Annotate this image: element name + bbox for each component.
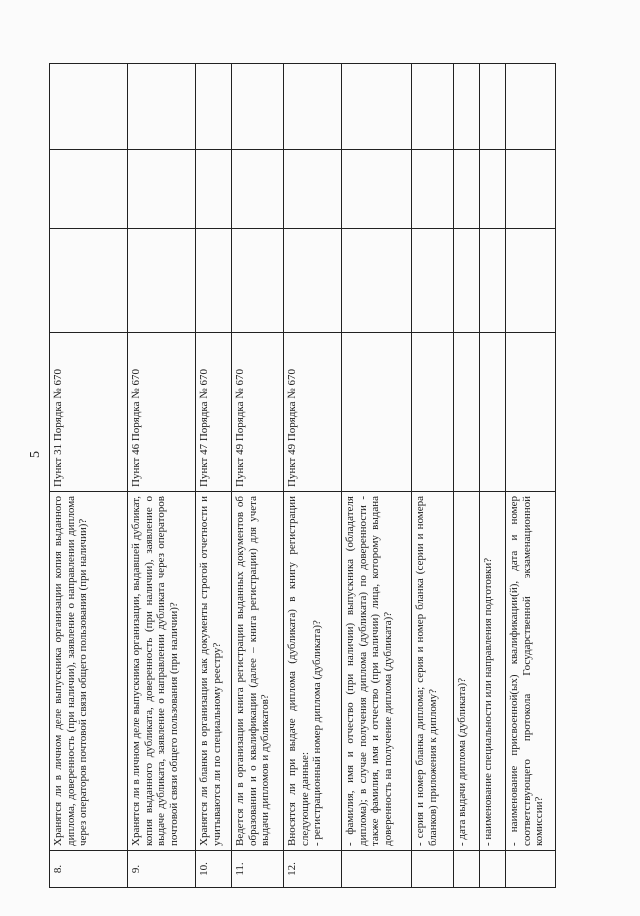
reference-cell — [480, 333, 506, 492]
notes-cell — [412, 64, 454, 150]
row-number — [506, 851, 556, 888]
table-row — [412, 64, 454, 888]
question-cell: - серия и номер бланка диплома; серия и номер бланка (серии и номера бланков) приложения к диплому? — [412, 492, 454, 851]
notes-cell — [454, 64, 480, 150]
answer-cell — [412, 150, 454, 229]
reference-cell: Пункт 47 Порядка № 670 — [196, 333, 232, 492]
table-row — [284, 64, 342, 888]
notes-cell — [480, 64, 506, 150]
answer-cell — [50, 229, 128, 333]
answer-cell — [480, 229, 506, 333]
question-cell: Хранятся ли бланки в организации как документы строгой отчетности и учитываются ли по специальному реестру? — [196, 492, 232, 851]
answer-cell — [454, 229, 480, 333]
question-cell: Хранятся ли в личном деле выпускника организации копия выданного диплома, доверенность (при наличии), заявление о направлении диплома через операторов почтовой связи общего пользования (при наличии)? — [50, 492, 128, 851]
answer-cell — [128, 229, 196, 333]
answer-cell — [196, 229, 232, 333]
table-row — [506, 64, 556, 888]
answer-cell — [50, 150, 128, 229]
notes-cell — [342, 64, 412, 150]
notes-cell — [506, 64, 556, 150]
notes-cell — [128, 64, 196, 150]
answer-cell — [454, 150, 480, 229]
question-cell: Ведется ли в организации книга регистрации выданных документов об образовании и о квалификации (далее – книга регистрации) для учета выдачи дипломов и дубликатов? — [232, 492, 284, 851]
row-number — [412, 851, 454, 888]
checklist-table — [49, 63, 556, 888]
notes-cell — [196, 64, 232, 150]
answer-cell — [480, 150, 506, 229]
notes-cell — [284, 64, 342, 150]
reference-cell: Пункт 31 Порядка № 670 — [50, 333, 128, 492]
row-number — [480, 851, 506, 888]
table-row — [454, 64, 480, 888]
answer-cell — [128, 150, 196, 229]
notes-cell — [232, 64, 284, 150]
question-cell: - наименование специальности или направления подготовки? — [480, 492, 506, 851]
answer-cell — [342, 150, 412, 229]
question-cell: - дата выдачи диплома (дубликата)? — [454, 492, 480, 851]
row-number: 11. — [232, 851, 284, 888]
row-number — [454, 851, 480, 888]
table-row — [128, 64, 196, 888]
row-number: 8. — [50, 851, 128, 888]
answer-cell — [232, 229, 284, 333]
table-row — [480, 64, 506, 888]
reference-cell: Пункт 46 Порядка № 670 — [128, 333, 196, 492]
reference-cell: Пункт 49 Порядка № 670 — [284, 333, 342, 492]
reference-cell — [454, 333, 480, 492]
answer-cell — [284, 229, 342, 333]
answer-cell — [412, 229, 454, 333]
answer-cell — [506, 150, 556, 229]
notes-cell — [50, 64, 128, 150]
page-number: 5 — [28, 451, 43, 458]
answer-cell — [284, 150, 342, 229]
answer-cell — [232, 150, 284, 229]
row-number: 10. — [196, 851, 232, 888]
reference-cell — [342, 333, 412, 492]
question-cell: - наименование присвоенной(ых) квалификации(й), дата и номер соответствующего протокола Государственной экзаменационной комиссии? — [506, 492, 556, 851]
table-row — [196, 64, 232, 888]
checklist-table-rotated — [49, 63, 556, 888]
question-cell: Хранятся ли в личном деле выпускника организации, выдавшей дубликат, копия выданного дубликата, доверенность (при наличии), заявление о выдаче дубликата, заявление о направлении дубликата через операторов почтовой связи общего пользования (при наличии)? — [128, 492, 196, 851]
table-row — [50, 64, 128, 888]
reference-cell — [412, 333, 454, 492]
row-number — [342, 851, 412, 888]
answer-cell — [342, 229, 412, 333]
table-row — [342, 64, 412, 888]
table-row — [232, 64, 284, 888]
answer-cell — [506, 229, 556, 333]
question-cell: Вносятся ли при выдаче диплома (дубликата) в книгу регистрации следующие данные: - регистрационный номер диплома (дубликата)? — [284, 492, 342, 851]
reference-cell — [506, 333, 556, 492]
question-cell: - фамилия, имя и отчество (при наличии) выпускника (обладателя диплома); в случае получения диплома (дубликата) по доверенности - также фамилия, имя и отчество (при наличии) лица, которому выдана доверенность на получение диплома (дубликата)? — [342, 492, 412, 851]
answer-cell — [196, 150, 232, 229]
row-number: 12. — [284, 851, 342, 888]
row-number: 9. — [128, 851, 196, 888]
reference-cell: Пункт 49 Порядка № 670 — [232, 333, 284, 492]
